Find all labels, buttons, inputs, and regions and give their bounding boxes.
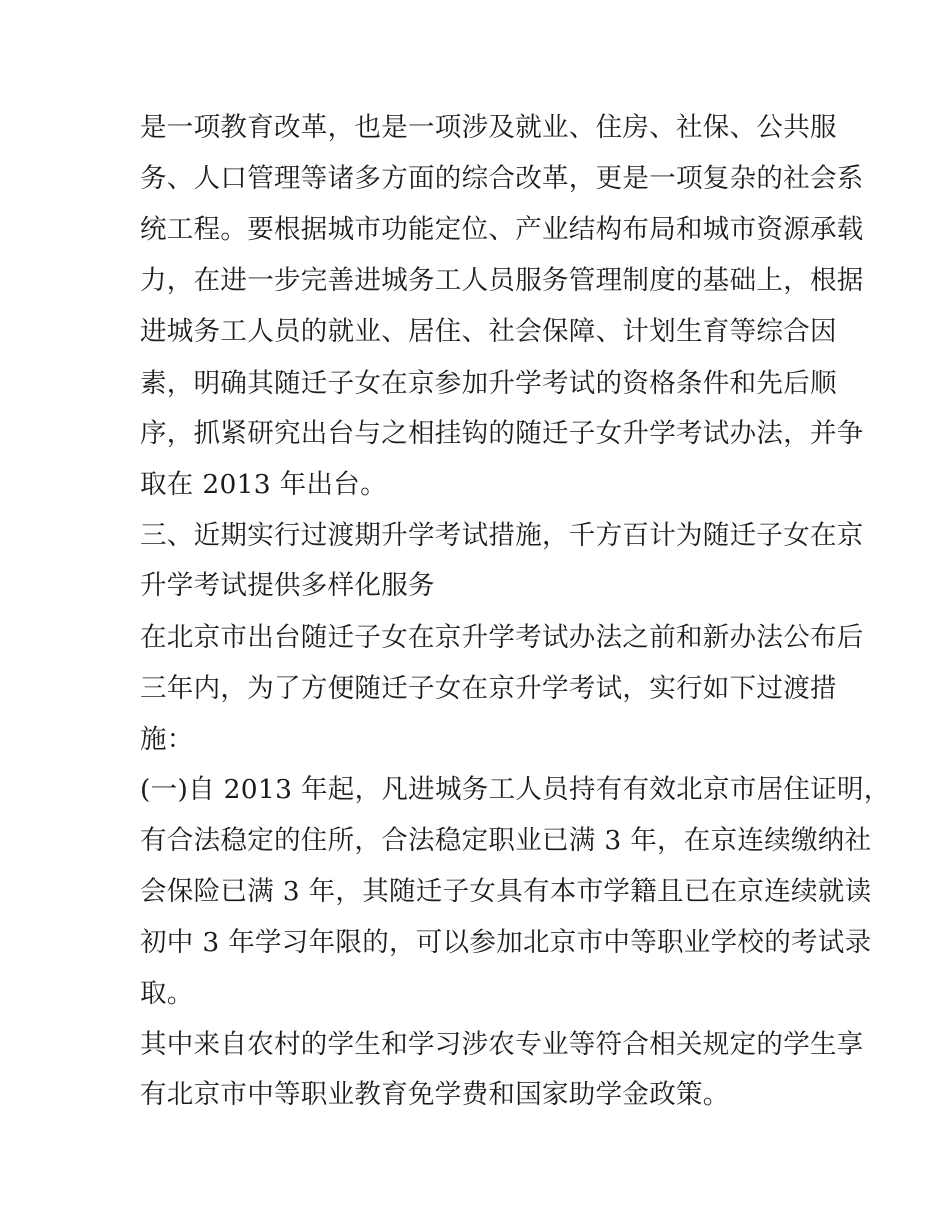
section-heading: 三、近期实行过渡期升学考试措施，千方百计为随迁子女在京	[140, 520, 864, 551]
text-line: 其中来自农村的学生和学习涉农专业等符合相关规定的学生享	[140, 1029, 864, 1060]
text-line: 是一项教育改革，也是一项涉及就业、住房、社保、公共服	[140, 112, 837, 143]
text-line: 初中 3 年学习年限的，可以参加北京市中等职业学校的考试录	[140, 927, 872, 958]
section-heading: 升学考试提供多样化服务	[140, 570, 435, 601]
text-line: 施：	[140, 724, 194, 755]
text-line: (一)自 2013 年起，凡进城务工人员持有有效北京市居住证明，	[140, 774, 891, 805]
text-line: 力，在进一步完善进城务工人员服务管理制度的基础上，根据	[140, 265, 864, 296]
text-line: 有合法稳定的住所，合法稳定职业已满 3 年，在京连续缴纳社	[140, 825, 872, 856]
text-line: 取在 2013 年出台。	[140, 469, 387, 500]
text-line: 有北京市中等职业教育免学费和国家助学金政策。	[140, 1079, 730, 1110]
text-line: 统工程。要根据城市功能定位、产业结构布局和城市资源承载	[140, 214, 864, 245]
text-line: 进城务工人员的就业、居住、社会保障、计划生育等综合因	[140, 316, 837, 347]
text-line: 素，明确其随迁子女在京参加升学考试的资格条件和先后顺	[140, 368, 837, 399]
text-line: 三年内，为了方便随迁子女在京升学考试，实行如下过渡措	[140, 673, 837, 704]
text-line: 务、人口管理等诸多方面的综合改革，更是一项复杂的社会系	[140, 163, 864, 194]
text-line: 序，抓紧研究出台与之相挂钩的随迁子女升学考试办法，并争	[140, 418, 864, 449]
text-line: 会保险已满 3 年，其随迁子女具有本市学籍且已在京连续就读	[140, 876, 872, 907]
text-line: 取。	[140, 978, 194, 1009]
text-line: 在北京市出台随迁子女在京升学考试办法之前和新办法公布后	[140, 622, 864, 653]
